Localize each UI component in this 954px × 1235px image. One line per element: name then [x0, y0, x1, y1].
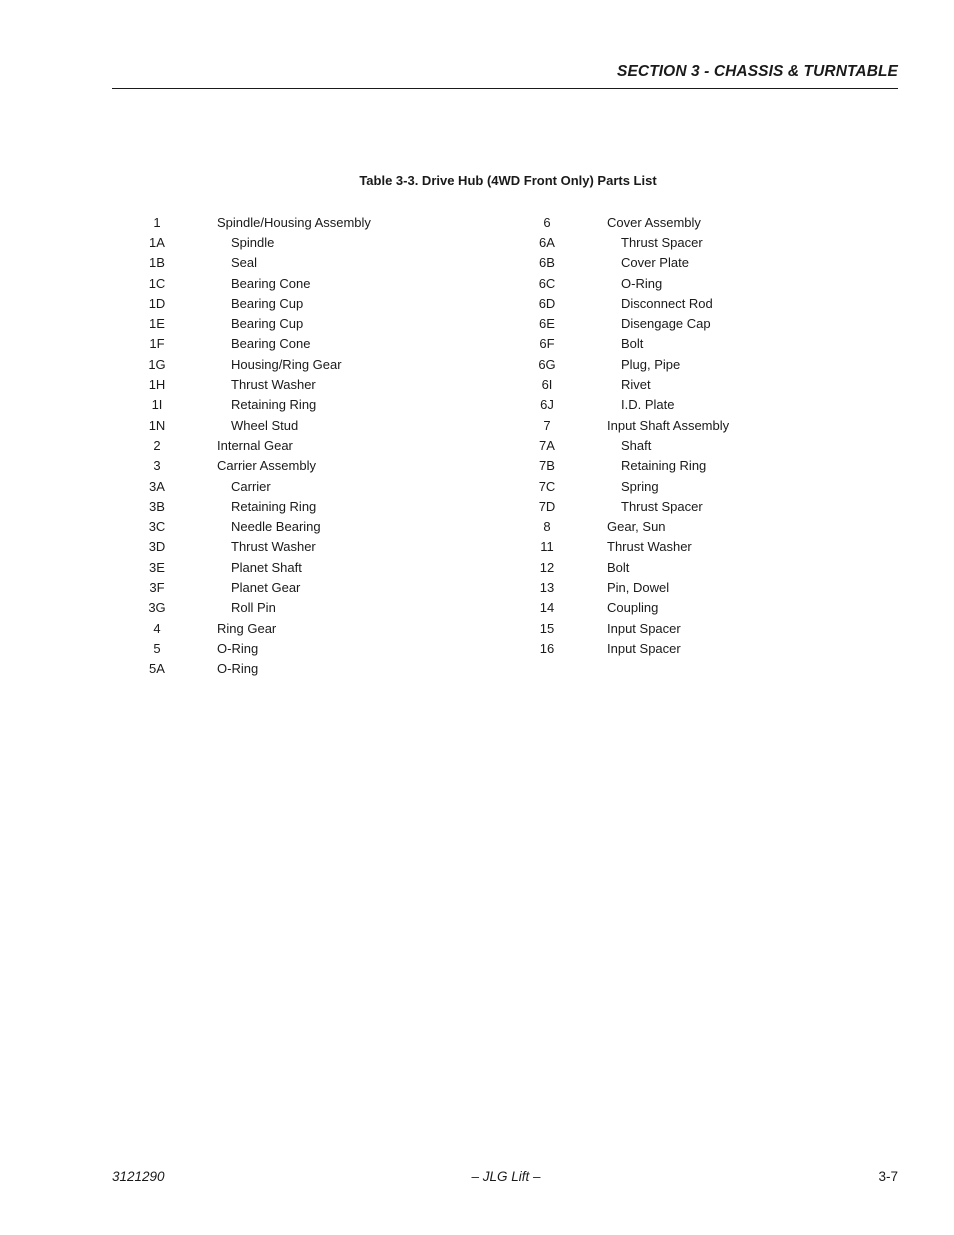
part-number: 7C	[538, 478, 556, 494]
parts-list-right-column	[517, 212, 817, 659]
parts-row	[517, 557, 817, 577]
document-number: 3121290	[112, 1169, 165, 1184]
part-number: 4	[153, 620, 161, 636]
part-description: Pin, Dowel	[607, 579, 670, 595]
part-description: Input Spacer	[607, 620, 681, 636]
part-number: 7A	[539, 437, 555, 453]
parts-row	[127, 395, 427, 415]
part-description: Planet Shaft	[231, 559, 302, 575]
part-description: Internal Gear	[217, 437, 293, 453]
header-divider	[112, 88, 898, 89]
part-description: Bearing Cup	[231, 316, 304, 332]
part-number: 6F	[539, 336, 555, 352]
part-description: Spindle	[231, 234, 275, 250]
part-description: Spring	[621, 478, 659, 494]
parts-row	[127, 496, 427, 516]
part-number: 3B	[149, 498, 165, 514]
part-number: 1B	[149, 255, 165, 271]
parts-row	[127, 313, 427, 333]
parts-row	[127, 456, 427, 476]
part-number: 6G	[538, 356, 556, 372]
part-number: 6E	[539, 316, 555, 332]
parts-row	[517, 212, 817, 232]
parts-row	[517, 476, 817, 496]
part-description: Retaining Ring	[621, 458, 707, 474]
part-description: Thrust Washer	[231, 539, 316, 555]
part-description: Disconnect Rod	[621, 295, 713, 311]
part-description: Retaining Ring	[231, 498, 317, 514]
parts-row	[517, 313, 817, 333]
part-description: Needle Bearing	[231, 519, 321, 535]
part-number: 6D	[538, 295, 556, 311]
part-number: 2	[153, 437, 161, 453]
parts-row	[517, 537, 817, 557]
part-description: Seal	[231, 255, 258, 271]
part-description: Retaining Ring	[231, 397, 317, 413]
part-number: 16	[539, 640, 555, 656]
part-number: 7	[543, 417, 551, 433]
part-description: Planet Gear	[231, 579, 301, 595]
part-number: 1C	[148, 275, 166, 291]
parts-row	[517, 253, 817, 273]
part-number: 1I	[151, 397, 163, 413]
part-description: Spindle/Housing Assembly	[217, 214, 371, 230]
part-number: 1A	[149, 234, 165, 250]
part-number: 3	[153, 458, 161, 474]
part-number: 3E	[149, 559, 165, 575]
parts-row	[127, 334, 427, 354]
parts-row	[517, 395, 817, 415]
part-description: Cover Plate	[621, 255, 689, 271]
parts-row	[517, 273, 817, 293]
part-number: 13	[539, 579, 555, 595]
part-description: O-Ring	[217, 640, 259, 656]
part-number: 6	[543, 214, 551, 230]
part-number: 3A	[149, 478, 165, 494]
part-description: Shaft	[621, 437, 652, 453]
part-number: 1	[153, 214, 161, 230]
part-description: Housing/Ring Gear	[231, 356, 342, 372]
parts-row	[127, 598, 427, 618]
part-description: Gear, Sun	[607, 519, 666, 535]
part-description: Coupling	[607, 600, 659, 616]
part-number: 15	[539, 620, 555, 636]
part-number: 8	[543, 519, 551, 535]
part-description: O-Ring	[217, 661, 259, 677]
part-description: Thrust Washer	[607, 539, 692, 555]
parts-row	[517, 618, 817, 638]
parts-row	[517, 232, 817, 252]
parts-row	[127, 273, 427, 293]
part-number: 6J	[540, 397, 554, 413]
part-number: 1G	[148, 356, 166, 372]
part-description: Input Shaft Assembly	[607, 417, 730, 433]
parts-row	[517, 415, 817, 435]
part-description: Disengage Cap	[621, 316, 711, 332]
parts-row	[517, 293, 817, 313]
parts-row	[127, 476, 427, 496]
part-description: Bolt	[607, 559, 630, 575]
parts-row	[127, 577, 427, 597]
parts-row	[517, 456, 817, 476]
part-description: Thrust Spacer	[621, 498, 703, 514]
part-number: 7D	[538, 498, 556, 514]
parts-row	[127, 415, 427, 435]
parts-row	[127, 537, 427, 557]
parts-row	[517, 577, 817, 597]
part-number: 1H	[148, 377, 166, 393]
parts-row	[127, 374, 427, 394]
part-number: 3G	[148, 600, 166, 616]
part-number: 5A	[149, 661, 165, 677]
part-description: I.D. Plate	[621, 397, 675, 413]
parts-row	[127, 293, 427, 313]
part-description: Carrier	[231, 478, 271, 494]
part-description: Plug, Pipe	[621, 356, 681, 372]
parts-row	[517, 516, 817, 536]
parts-row	[517, 374, 817, 394]
part-description: Input Spacer	[607, 640, 681, 656]
parts-row	[127, 253, 427, 273]
part-description: Ring Gear	[217, 620, 277, 636]
parts-row	[127, 659, 427, 679]
part-number: 1N	[148, 417, 166, 433]
part-number: 5	[153, 640, 161, 656]
parts-row	[517, 435, 817, 455]
part-number: 6I	[541, 377, 553, 393]
part-number: 6B	[539, 255, 555, 271]
part-number: 12	[539, 559, 555, 575]
parts-row	[127, 354, 427, 374]
part-number: 3D	[148, 539, 166, 555]
part-description: Carrier Assembly	[217, 458, 316, 474]
part-number: 6A	[539, 234, 555, 250]
parts-row	[127, 516, 427, 536]
part-description: Bearing Cone	[231, 336, 311, 352]
part-number: 1E	[149, 316, 165, 332]
part-description: Bolt	[621, 336, 644, 352]
parts-row	[127, 638, 427, 658]
part-number: 7B	[539, 458, 555, 474]
part-description: Rivet	[621, 377, 651, 393]
part-number: 11	[540, 539, 554, 555]
parts-row	[517, 334, 817, 354]
table-title: Table 3-3. Drive Hub (4WD Front Only) Parts List	[359, 173, 657, 188]
part-description: Wheel Stud	[231, 417, 299, 433]
part-description: Thrust Spacer	[621, 234, 703, 250]
parts-row	[517, 598, 817, 618]
section-title: SECTION 3 - CHASSIS & TURNTABLE	[617, 63, 898, 80]
part-description: O-Ring	[621, 275, 663, 291]
part-number: 6C	[538, 275, 556, 291]
parts-row	[127, 557, 427, 577]
parts-row	[127, 232, 427, 252]
parts-row	[517, 638, 817, 658]
parts-row	[127, 212, 427, 232]
part-description: Bearing Cup	[231, 295, 304, 311]
part-number: 14	[539, 600, 555, 616]
parts-row	[127, 618, 427, 638]
part-description: Thrust Washer	[231, 377, 316, 393]
part-description: Cover Assembly	[607, 214, 701, 230]
part-number: 1D	[148, 295, 166, 311]
parts-list-left-column	[127, 212, 427, 679]
parts-row	[517, 496, 817, 516]
parts-row	[127, 435, 427, 455]
part-number: 3C	[148, 519, 166, 535]
part-number: 1F	[149, 336, 165, 352]
part-description: Bearing Cone	[231, 275, 311, 291]
part-number: 3F	[149, 579, 165, 595]
page-number: 3-7	[878, 1169, 898, 1184]
part-description: Roll Pin	[231, 600, 276, 616]
footer-brand: – JLG Lift –	[471, 1169, 541, 1184]
parts-row	[517, 354, 817, 374]
